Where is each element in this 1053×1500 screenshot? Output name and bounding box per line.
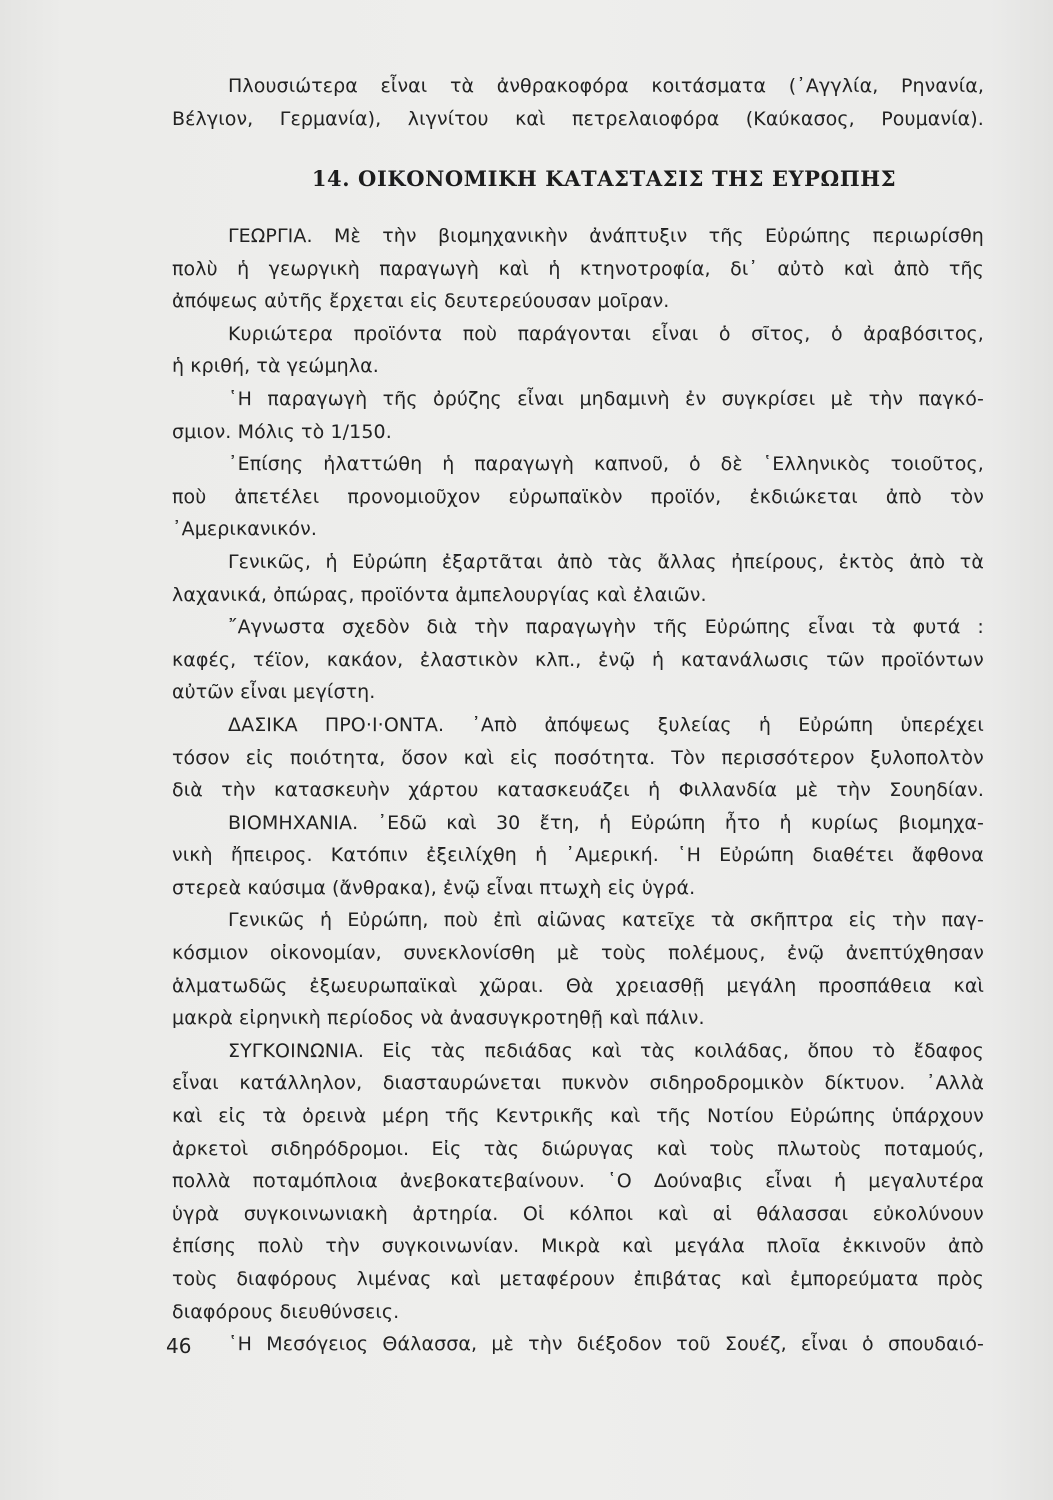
text-line: τοὺς διαφόρους λιμένας καὶ μεταφέρουν ἐπιβάτας καὶ ἐμπορεύματα πρὸς (172, 1268, 984, 1290)
text-line: ῎Αγνωστα σχεδὸν διὰ τὴν παραγωγὴν τῆς Εὐρώπης εἶναι τὰ φυτά : (228, 616, 984, 639)
text-line: ἐπίσης πολὺ τὴν συγκοινωνίαν. Μικρὰ καὶ μεγάλα πλοῖα ἐκκινοῦν ἀπὸ (172, 1235, 984, 1258)
text-line: ἀρκετοὶ σιδηρόδρομοι. Εἰς τὰς διώρυγας καὶ τοὺς πλωτοὺς ποταμούς, (172, 1137, 984, 1160)
text-line: ῾Η Μεσόγειος Θάλασσα, μὲ τὴν διέξοδον τοῦ Σουέζ, εἶναι ὁ σπουδαιό- (228, 1333, 984, 1356)
text-line: ἁλματωδῶς ἐξωευρωπαϊκαὶ χῶραι. Θὰ χρειασθῇ μεγάλη προσπάθεια καὶ (172, 974, 984, 997)
text-line: ἀπόψεως αὐτῆς ἔρχεται εἰς δευτερεύουσαν μοῖραν. (172, 290, 670, 313)
text-line: ΒΙΟΜΗΧΑΝΙΑ. ᾿Εδῶ καὶ 30 ἔτη, ἡ Εὐρώπη ἦτο ἡ κυρίως βιομηχα- (228, 811, 984, 834)
text-line: μακρὰ εἰρηνικὴ περίοδος νὰ ἀνασυγκροτηθῇ καὶ πάλιν. (172, 1007, 705, 1030)
text-line: Βέλγιον, Γερμανία), λιγνίτου καὶ πετρελαιοφόρα (Καύκασος, Ρουμανία). (172, 107, 984, 130)
text-line: Κυριώτερα προϊόντα ποὺ παράγονται εἶναι ὁ σῖτος, ὁ ἀραβόσιτος, (228, 322, 984, 345)
text-line: διαφόρους διευθύνσεις. (172, 1300, 400, 1323)
intro-paragraph (172, 70, 984, 135)
text-line: ΓΕΩΡΓΙΑ. Μὲ τὴν βιομηχανικὴν ἀνάπτυξιν τῆς Εὐρώπης περιωρίσθη (228, 225, 984, 247)
text-line: Γενικῶς ἡ Εὐρώπη, ποὺ ἐπὶ αἰῶνας κατεῖχε τὰ σκῆπτρα εἰς τὴν παγ- (228, 909, 984, 932)
body-text (172, 220, 984, 1361)
text-line: σμιον. Μόλις τὸ 1/150. (172, 420, 392, 443)
text-line: ᾿Αμερικανικόν. (172, 518, 317, 541)
text-line: ΔΑΣΙΚΑ ΠΡΟ·Ι·ΟΝΤΑ. ᾿Απὸ ἀπόψεως ξυλείας ἡ Εὐρώπη ὑπερέχει (228, 713, 984, 736)
text-line: ποὺ ἀπετέλει προνομιοῦχον εὐρωπαϊκὸν προϊόν, ἐκδιώκεται ἀπὸ τὸν (172, 485, 984, 508)
text-line: κόσμιον οἰκονομίαν, συνεκλονίσθη μὲ τοὺς πολέμους, ἐνῷ ἀνεπτύχθησαν (172, 942, 984, 965)
page-number: 46 (166, 1334, 192, 1358)
text-line: πολὺ ἡ γεωργικὴ παραγωγὴ καὶ ἡ κτηνοτροφία, δι᾿ αὐτὸ καὶ ἀπὸ τῆς (172, 257, 984, 280)
text-line: Γενικῶς, ἡ Εὐρώπη ἐξαρτᾶται ἀπὸ τὰς ἄλλας ἠπείρους, ἐκτὸς ἀπὸ τὰ (228, 550, 984, 573)
text-line: τόσον εἰς ποιότητα, ὅσον καὶ εἰς ποσότητα. Τὸν περισσότερον ξυλοπολτὸν (172, 746, 984, 769)
text-line: αὐτῶν εἶναι μεγίστη. (172, 681, 376, 704)
text-line: λαχανικά, ὀπώρας, προϊόντα ἀμπελουργίας καὶ ἐλαιῶν. (172, 583, 707, 606)
text-line: καὶ εἰς τὰ ὀρεινὰ μέρη τῆς Κεντρικῆς καὶ τῆς Νοτίου Εὐρώπης ὑπάρχουν (172, 1105, 984, 1128)
text-line: διὰ τὴν κατασκευὴν χάρτου κατασκευάζει ἡ Φιλλανδία μὲ τὴν Σουηδίαν. (172, 779, 984, 802)
text-line: ᾿Επίσης ἠλαττώθη ἡ παραγωγὴ καπνοῦ, ὁ δὲ ῾Ελληνικὸς τοιοῦτος, (228, 453, 984, 476)
text-line: εἶναι κατάλληλον, διασταυρώνεται πυκνὸν σιδηροδρομικὸν δίκτυον. ᾿Αλλὰ (172, 1072, 984, 1095)
text-line: καφές, τέϊον, κακάον, ἐλαστικὸν κλπ., ἐνῷ ἡ κατανάλωσις τῶν προϊόντων (172, 648, 984, 671)
text-line: στερεὰ καύσιμα (ἄνθρακα), ἐνῷ εἶναι πτωχὴ εἰς ὑγρά. (172, 876, 696, 899)
text-line: ὑγρὰ συγκοινωνιακὴ ἀρτηρία. Οἱ κόλποι καὶ αἱ θάλασσαι εὐκολύνουν (172, 1202, 984, 1225)
text-line: ῾Η παραγωγὴ τῆς ὀρύζης εἶναι μηδαμινὴ ἐν συγκρίσει μὲ τὴν παγκό- (228, 387, 984, 410)
text-line: νικὴ ἤπειρος. Κατόπιν ἐξειλίχθη ἡ ᾿Αμερική. ῾Η Εὐρώπη διαθέτει ἄφθονα (172, 844, 984, 867)
text-line: πολλὰ ποταμόπλοια ἀνεβοκατεβαίνουν. ῾Ο Δούναβις εἶναι ἡ μεγαλυτέρα (172, 1170, 984, 1193)
text-line: ἡ κριθή, τὰ γεώμηλα. (172, 355, 379, 378)
text-line: ΣΥΓΚΟΙΝΩΝΙΑ. Εἰς τὰς πεδιάδας καὶ τὰς κοιλάδας, ὅπου τὸ ἔδαφος (228, 1039, 984, 1062)
section-heading: 14. ΟΙΚΟΝΟΜΙΚΗ ΚΑΤΑΣΤΑΣΙΣ ΤΗΣ ΕΥΡΩΠΗΣ (311, 166, 897, 191)
text-line: Πλουσιώτερα εἶναι τὰ ἀνθρακοφόρα κοιτάσματα (᾿Αγγλία, Ρηνανία, (228, 75, 984, 97)
